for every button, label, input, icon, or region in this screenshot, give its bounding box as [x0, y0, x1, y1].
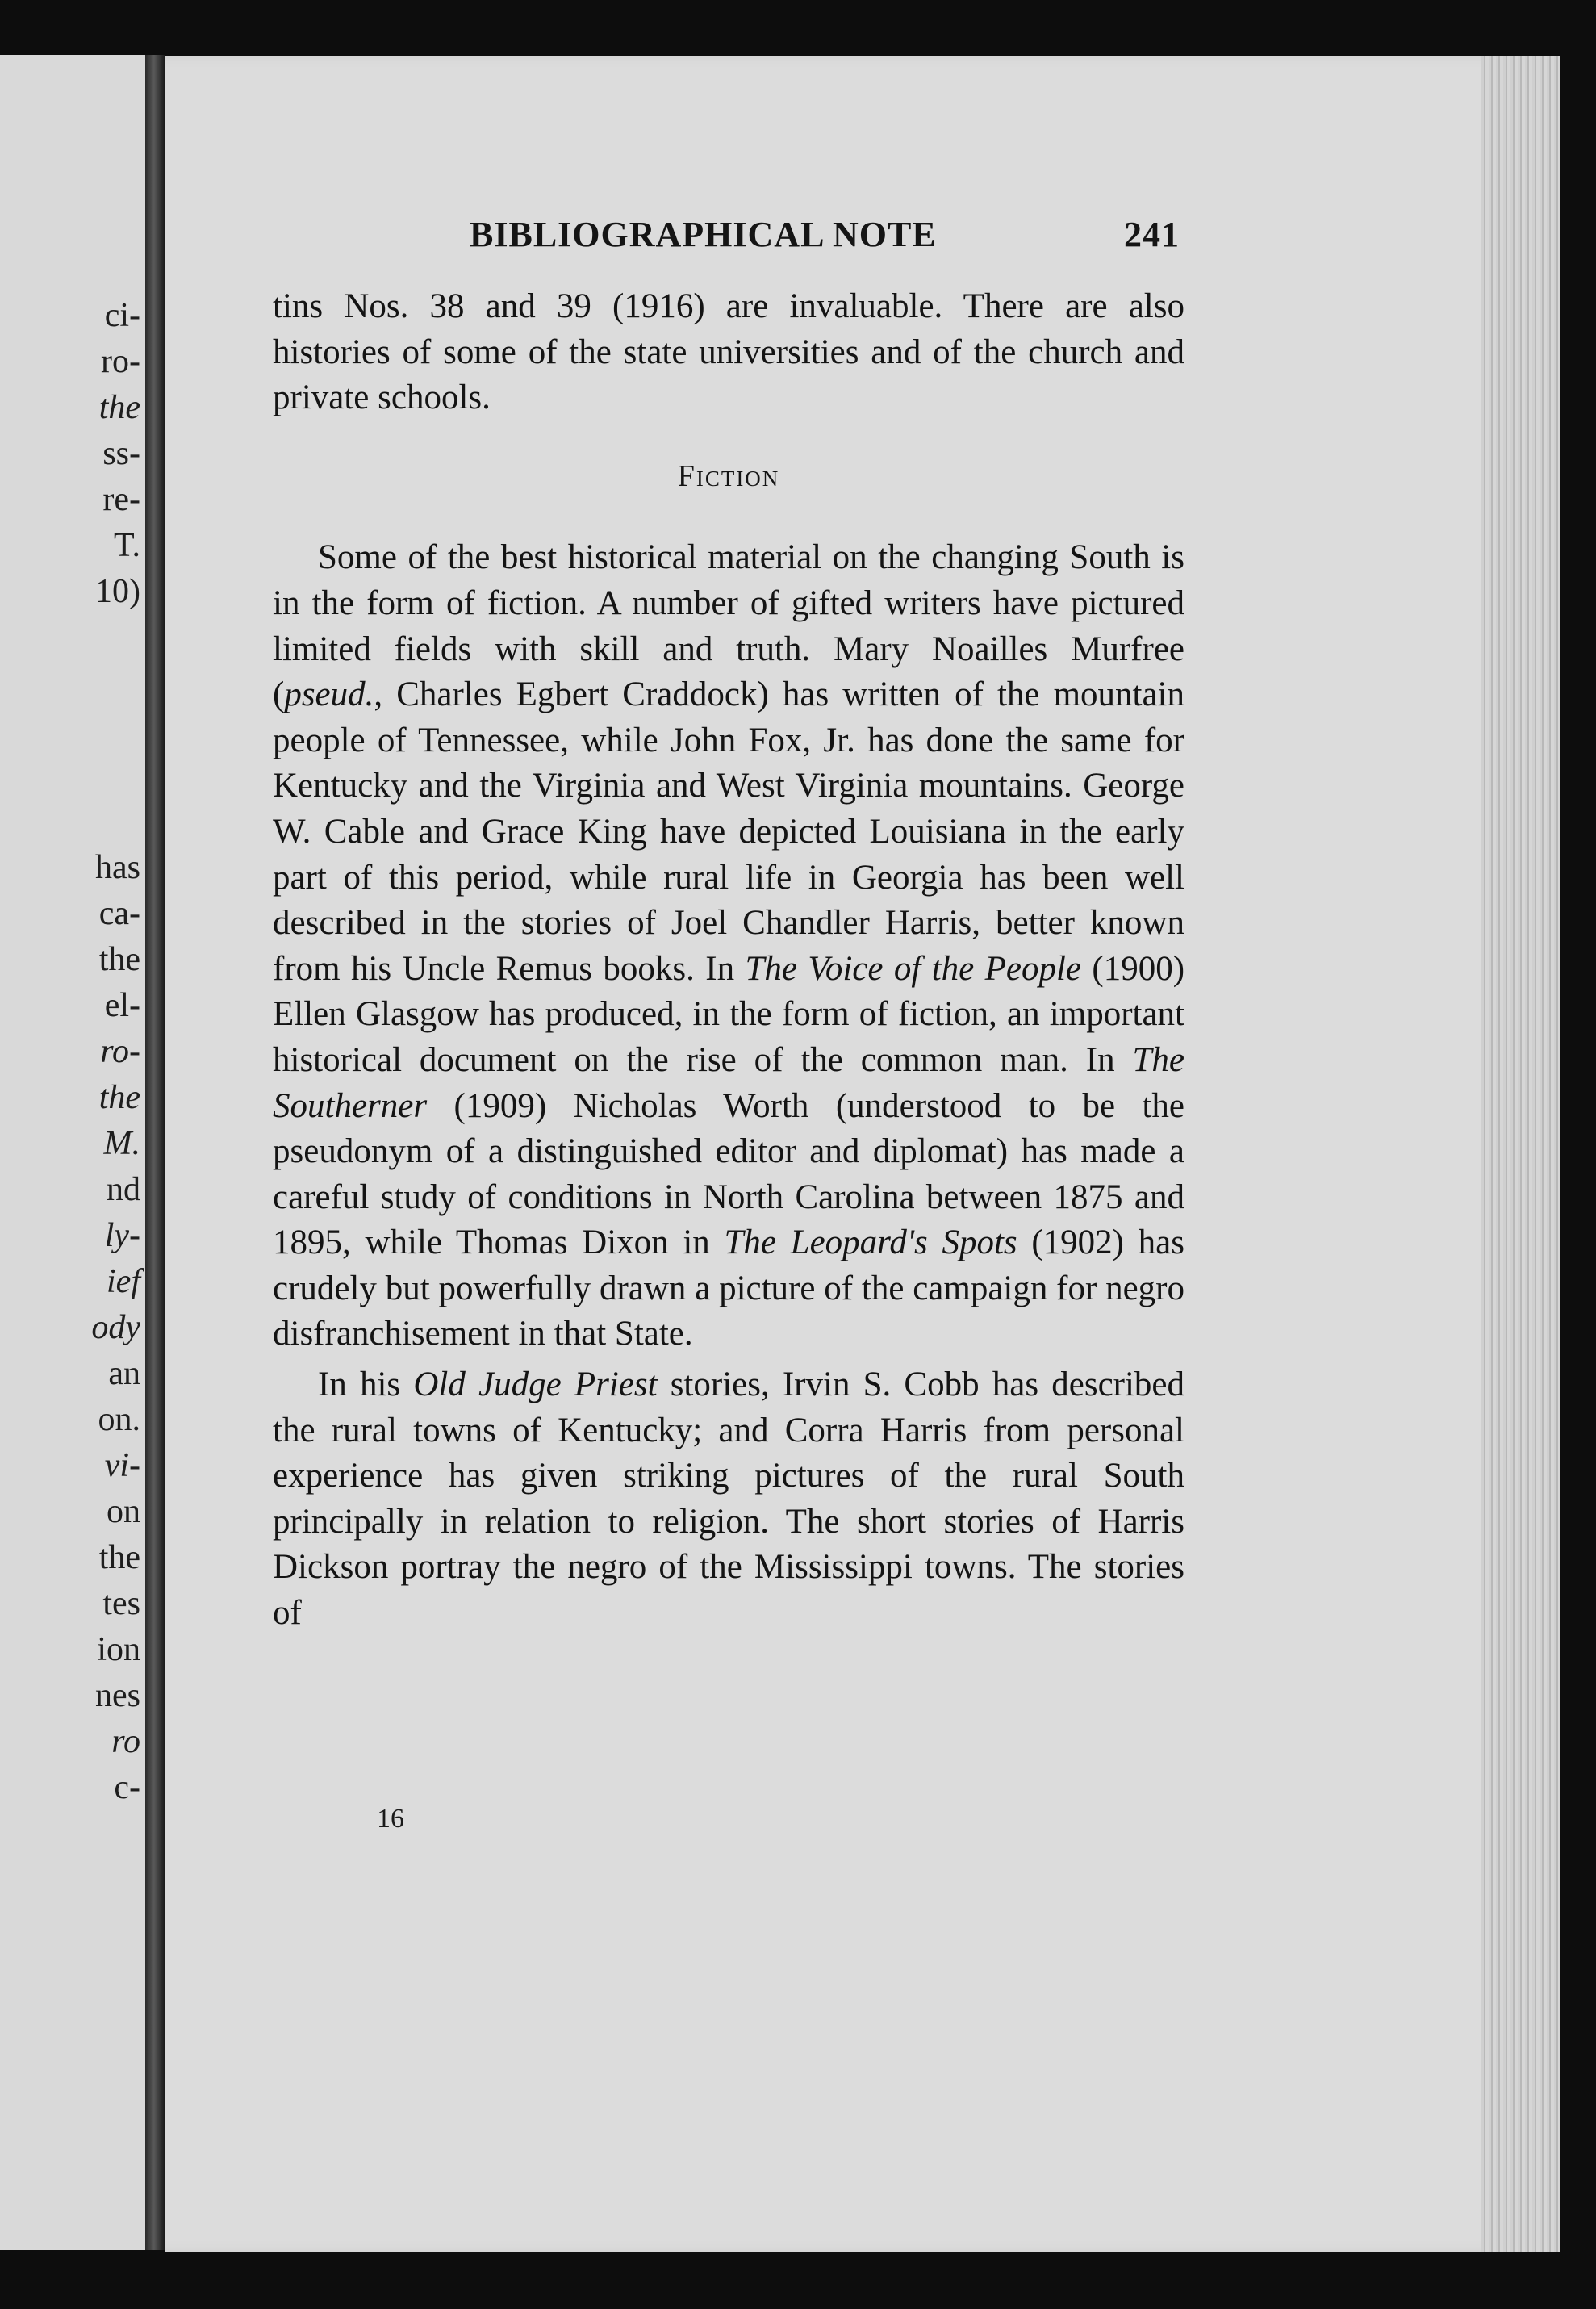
text-run: , Charles Egbert Craddock) has written of the mountain people of Tennessee, while John Fox, Jr. has done the same for Kentucky and the Virginia and West Virginia mountains. George W. Cable and Grace King have depicted Louisiana in the early part of this period, while rural life in Georgia has been well described in the stories of Joel Chandler Harris, better known from his Uncle Remus books. In [273, 676, 1184, 988]
left-fragment: el- [104, 987, 140, 1024]
left-fragment: ci- [104, 297, 140, 334]
left-fragment: ca- [98, 895, 140, 932]
left-fragment: ly- [104, 1217, 140, 1254]
left-fragment: ro [111, 1723, 140, 1760]
left-fragment: nes [95, 1677, 140, 1714]
left-page-text-fragments [91, 293, 140, 1811]
left-fragment: 10) [95, 573, 140, 610]
header-title: BIBLIOGRAPHICAL NOTE [470, 215, 937, 254]
left-fragment: ro- [101, 343, 140, 380]
signature-mark: 16 [377, 1804, 404, 1834]
left-fragment: M. [103, 1125, 140, 1162]
left-fragment: has [95, 849, 140, 886]
left-fragment: the [98, 389, 140, 426]
fiction-paragraph-2 [273, 1362, 1184, 1637]
text-run: stories, Irvin S. Cobb has described the rural towns of Kentucky; and Corra Harris from personal experience has given striking pictures of the rural South principally in relation to religion. The short stories of Harris Dickson portray the negro of the Mississippi towns. The stories of [273, 1366, 1185, 1633]
left-fragment: ro- [100, 1033, 140, 1070]
text-run: (1909) Nicholas Worth (understood to be the pseudonym of a distinguished editor and diplomat) has made a careful study of conditions in North Carolina between 1875 and 1895, while Thomas Dixon in [273, 1086, 1184, 1262]
left-fragment: ion [97, 1631, 140, 1668]
left-fragment: tes [102, 1585, 140, 1622]
left-fragment: ss- [102, 435, 140, 472]
left-page [0, 55, 145, 2250]
left-fragment: ody [91, 1309, 140, 1346]
page-edge-stack [1481, 56, 1560, 2252]
section-heading: Fiction [677, 458, 780, 493]
book-title: The Leopard's Spots [724, 1224, 1017, 1262]
left-fragment: nd [107, 1171, 140, 1208]
book-gutter [145, 55, 165, 2250]
text-run: (1902) has crudely but powerfully drawn a picture of the campaign for negro disfranchisement in that State. [273, 1224, 1184, 1353]
intro-paragraph: tins Nos. 38 and 39 (1916) are invaluable. There are also histories of some of the state universities and of the church and private schools. [273, 287, 1184, 417]
body-text [273, 284, 1184, 1637]
left-fragment: T. [113, 527, 140, 564]
left-fragment: ief [107, 1263, 140, 1300]
left-fragment: an [108, 1355, 140, 1392]
book-title: The Voice of the People [745, 949, 1081, 988]
running-header [470, 214, 1180, 255]
left-fragment: the [98, 941, 140, 978]
left-fragment: re- [102, 481, 140, 518]
text-run: Some of the best historical material on the changing South is in the form of fiction. A number of gifted writers have pictured limited fields with skill and truth. Mary Noailles Murfree ( [273, 538, 1184, 714]
left-fragment: vi- [104, 1447, 140, 1484]
left-fragment: on. [98, 1401, 140, 1438]
italic-abbreviation: pseud. [284, 676, 374, 714]
text-run: In his [318, 1366, 414, 1404]
left-fragment: the [98, 1079, 140, 1116]
left-fragment: c- [114, 1769, 140, 1806]
left-fragment: on [107, 1493, 140, 1530]
fiction-paragraph-1 [273, 535, 1184, 1357]
page-number: 241 [1124, 215, 1180, 254]
book-title: The Southerner [273, 1040, 1184, 1125]
text-run: (1900) Ellen Glasgow has produced, in the form of fiction, an important historical document on the rise of the common man. In [273, 949, 1185, 1079]
left-fragment: the [98, 1539, 140, 1576]
book-title: Old Judge Priest [413, 1366, 658, 1404]
